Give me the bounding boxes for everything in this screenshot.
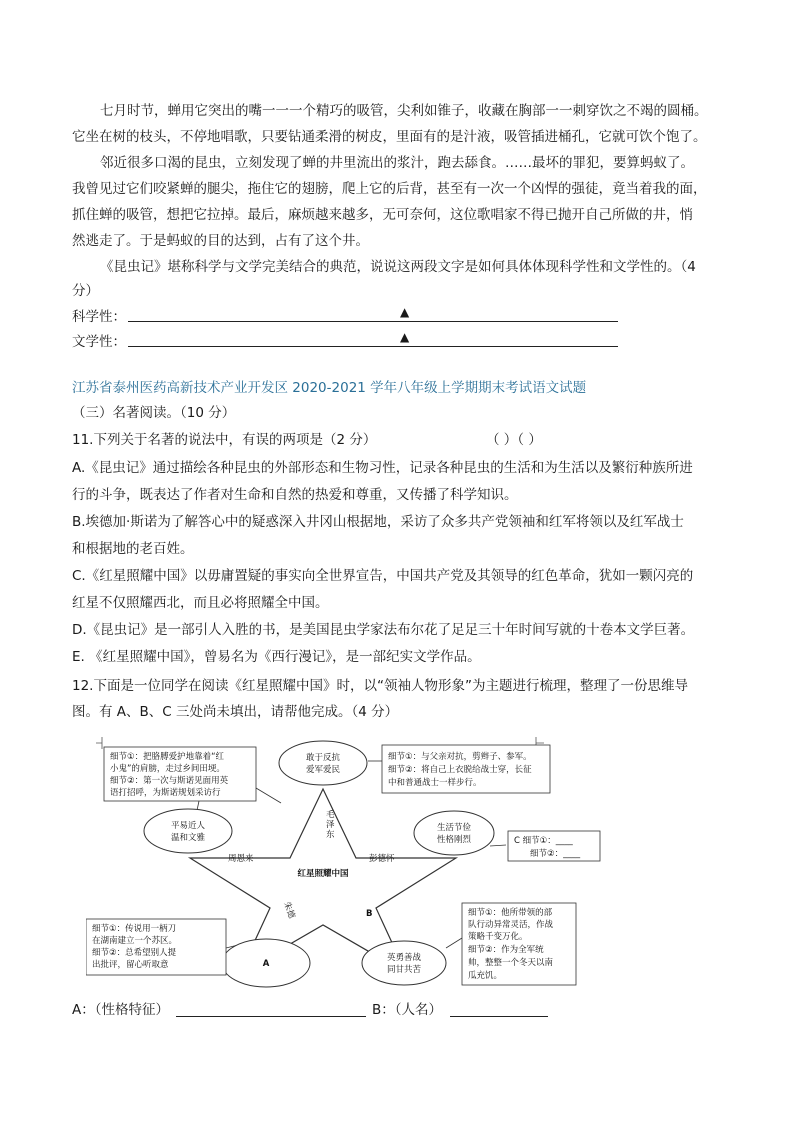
left-trait-node [144, 809, 232, 853]
q11-stem: 11.下列关于名著的说法中，有误的两项是（2 分） [72, 432, 377, 448]
passage-line: 我曾见过它们咬紧蝉的腿尖，拖住它的翅膀，爬上它的后背，甚至有一次一个凶悍的强徒，竟当着我的面， [72, 181, 707, 197]
right-trait-text: 生活节俭 [436, 823, 472, 833]
passage-line: 抓住蝉的吸管，想把它拉掉。最后，麻烦越来越多，无可奈何，这位歌唱家不得已抛开自己所做的井，悄 [72, 207, 693, 223]
passage-line: 七月时节，蝉用它突出的嘴一一一个精巧的吸管，尖利如锥子，收藏在胸部一一刺穿饮之不竭的圆桶。 [100, 103, 708, 119]
q11-answer-parens[interactable]: （ ）（ ） [486, 432, 542, 448]
c-detail-text: 细节②：____ [530, 849, 581, 859]
passage-line: 然逃走了。于是蚂蚁的目的达到，占有了这个井。 [72, 233, 369, 249]
literature-label: 文学性： [72, 334, 126, 350]
answer-b-line[interactable] [450, 1016, 548, 1017]
option-e: E. 《红星照耀中国》，曾易名为《西行漫记》，是一部纪实文学作品。 [72, 649, 481, 665]
center-title: 红星照耀中国 [297, 869, 349, 879]
detail-text: 语打招呼，为斯诺规划采访行 [110, 788, 221, 798]
answer-a-label: A：（性格特征） [72, 1002, 169, 1018]
top-trait-node [279, 741, 367, 785]
left-trait-text: 温和文雅 [170, 833, 206, 843]
top-trait-text: 爱军爱民 [305, 765, 341, 775]
question-text: 《昆虫记》堪称科学与文学完美结合的典范，说说这两段文字是如何具体体现科学性和文学性的。（4 [100, 259, 696, 275]
option-a-cont: 行的斗争，既表达了作者对生命和自然的热爱和尊重，又传播了科学知识。 [72, 487, 518, 503]
detail-text: 瓜充饥。 [468, 971, 503, 981]
passage-line: 它坐在树的枝头，不停地唱歌，只要钻通柔滑的树皮，里面有的是汁液，吸管插进桶孔，它就可饮个饱了。 [72, 129, 707, 145]
section-heading: （三）名著阅读。（10 分） [72, 405, 236, 421]
name-peng: 彭德怀 [369, 854, 395, 864]
br-trait-text: 英勇善战 [386, 953, 422, 963]
option-b: B.埃德加·斯诺为了解答心中的疑惑深入井冈山根据地，采访了众多共产党领袖和红军将领以及红军战士 [72, 514, 684, 530]
mind-map [86, 733, 626, 993]
answer-b-label: B：（人名） [372, 1002, 443, 1018]
name-zhu: 朱德 [281, 900, 297, 921]
question-text: 分） [72, 283, 99, 299]
name-mao: 毛泽东 [326, 810, 335, 840]
answer-a-line[interactable] [176, 1016, 366, 1017]
detail-text: 细节①：把胳膊爱护地靠着“红 [110, 752, 225, 762]
passage-line: 邻近很多口渴的昆虫，立刻发现了蝉的井里流出的浆汁，跑去舔食。……最坏的罪犯，要算蚂蚁了。 [100, 155, 694, 171]
detail-text: 细节②：作为全军统 [468, 945, 544, 955]
science-label: 科学性： [72, 309, 126, 325]
science-answer-line[interactable] [128, 321, 618, 322]
detail-text: 细节①：他所带领的部 [468, 908, 553, 918]
triangle-marker: ▲ [400, 305, 410, 319]
detail-text: 细节②：第一次与斯诺见面用英 [110, 776, 229, 786]
c-detail-text: C 细节①：____ [514, 836, 573, 846]
option-a: A.《昆虫记》通过描绘各种昆虫的外部形态和生物习性，记录各种昆虫的生活和为生活以及繁衍种族所进 [72, 460, 693, 476]
bottom-right-trait-node [362, 941, 446, 985]
literature-answer-line[interactable] [128, 346, 618, 347]
detail-text: 中和普通战士一样步行。 [388, 778, 482, 788]
detail-text: 队行动异常灵活，作战 [468, 920, 554, 930]
br-trait-text: 同甘共苦 [386, 965, 422, 975]
left-trait-text: 平易近人 [170, 821, 206, 831]
top-trait-text: 敢于反抗 [305, 753, 341, 763]
q12-stem-cont: 图。有 A、B、C 三处尚未填出，请帮他完成。（4 分） [72, 704, 399, 720]
detail-text: 细节②：将自己上衣脱给战士穿，长征 [388, 765, 532, 775]
exam-source: 江苏省泰州医药高新技术产业开发区 2020-2021 学年八年级上学期期末考试语文试题 [72, 380, 587, 396]
option-d: D.《昆虫记》是一部引人入胜的书，是美国昆虫学家法布尔花了足足三十年时间写就的十卷本文学巨著。 [72, 622, 695, 638]
b-label: B [366, 909, 373, 919]
triangle-marker: ▲ [400, 330, 410, 344]
detail-text: 帅，整整一个冬天以南 [468, 958, 554, 968]
name-zhou: 周恩来 [228, 854, 254, 864]
right-trait-node [414, 811, 494, 855]
a-label: A [262, 959, 270, 969]
right-trait-text: 性格刚烈 [436, 835, 472, 845]
detail-text: 出批评，留心听取意 [92, 960, 169, 970]
detail-text: 小鬼”的肩膀，走过乡间田埂。 [110, 764, 225, 774]
detail-text: 策略千变万化。 [468, 932, 528, 942]
option-c-cont: 红星不仅照耀西北，而且必将照耀全中国。 [72, 595, 329, 611]
detail-text: 细节②：总希望别人提 [92, 948, 177, 958]
detail-text: 细节①：传说用一柄刀 [92, 924, 177, 934]
detail-text: 细节①：与父亲对抗，剪辫子、参军。 [388, 752, 532, 762]
option-b-cont: 和根据地的老百姓。 [72, 541, 194, 557]
detail-text: 在湖南建立一个苏区。 [92, 936, 178, 946]
option-c: C.《红星照耀中国》以毋庸置疑的事实向全世界宣告，中国共产党及其领导的红色革命，犹如一颗闪亮的 [72, 568, 694, 584]
q12-stem: 12.下面是一位同学在阅读《红星照耀中国》时，以“领袖人物形象”为主题进行梳理，整理了一份思维导 [72, 678, 688, 694]
